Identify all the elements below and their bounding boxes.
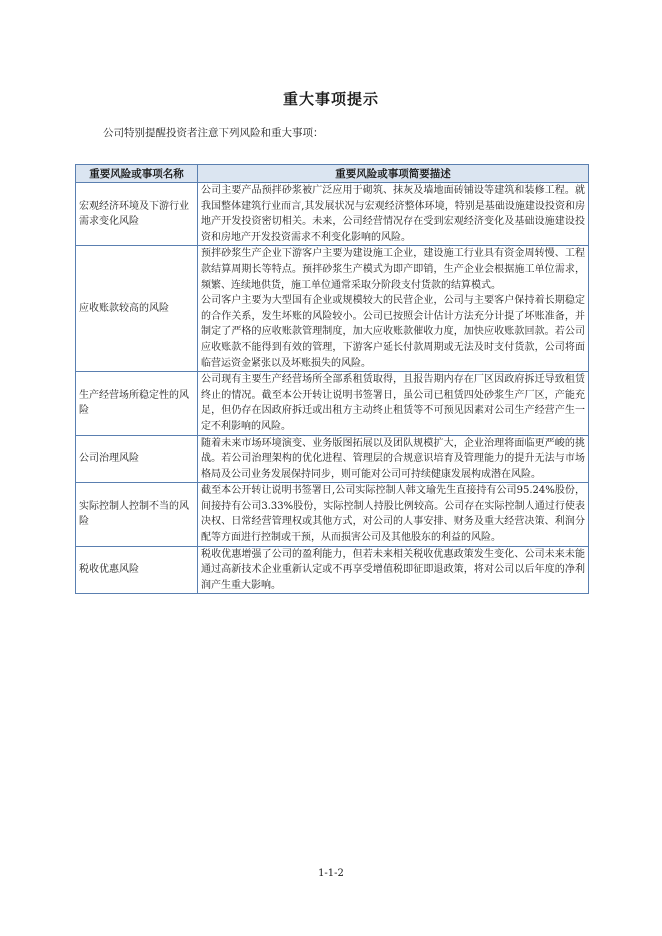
header-risk-name: 重要风险或事项名称 bbox=[76, 165, 198, 183]
table-row bbox=[76, 246, 589, 372]
risk-name: 生产经营场所稳定性的风险 bbox=[76, 372, 198, 435]
table-row bbox=[76, 435, 589, 483]
table-row bbox=[76, 372, 589, 435]
risk-description-paragraph: 税收优惠增强了公司的盈利能力，但若未来相关税收优惠政策发生变化、公司未来未能通过高新技术企业重新认定或不再享受增值税即征即退政策，将对公司以后年度的净利润产生重大影响。 bbox=[201, 548, 585, 591]
risk-name: 实际控制人控制不当的风险 bbox=[76, 483, 198, 546]
risk-description bbox=[198, 435, 589, 483]
risk-description bbox=[198, 372, 589, 435]
table-header-row bbox=[76, 165, 589, 183]
risk-description-paragraph: 公司客户主要为大型国有企业或规模较大的民营企业，公司与主要客户保持着长期稳定的合作关系，发生坏账的风险较小。公司已按照会计估计方法充分计提了坏账准备，并制定了严格的应收账款管理制度，加大应收账款催收力度，加快应收账款回款。若公司应收账款不能得到有效的管理，下游客户延长付款周期或无法及时支付货款，公司将面临营运资金紧张以及坏账损失的风险。 bbox=[201, 295, 585, 369]
intro-text: 公司特别提醒投资者注意下列风险和重大事项： bbox=[103, 127, 324, 139]
risk-description-paragraph: 截至本公开转让说明书签署日,公司实际控制人韩文瑜先生直接持有公司95.24%股份，间接持有公司3.33%股份，实际控制人持股比例较高。公司存在实际控制人通过行使表决权、日常经营管理权或其他方式，对公司的人事安排、财务及重大经营决策、利润分配等方面进行控制或干预，从而损害公司及其他股东的利益的风险。 bbox=[201, 485, 585, 544]
table-row bbox=[76, 483, 589, 546]
risk-name: 公司治理风险 bbox=[76, 435, 198, 483]
risk-description bbox=[198, 183, 589, 246]
risk-name: 宏观经济环境及下游行业需求变化风险 bbox=[76, 183, 198, 246]
page-title: 重大事项提示 bbox=[282, 90, 379, 108]
risk-table bbox=[75, 164, 589, 594]
risk-name: 税收优惠风险 bbox=[76, 546, 198, 594]
risk-description bbox=[198, 246, 589, 372]
page-number: 1-1-2 bbox=[318, 868, 344, 879]
table-row bbox=[76, 546, 589, 594]
risk-description bbox=[198, 483, 589, 546]
risk-description-paragraph: 随着未来市场环境演变、业务版图拓展以及团队规模扩大，企业治理将面临更严峻的挑战。若公司治理架构的优化进程、管理层的合规意识培育及管理能力的提升无法与市场格局及公司业务发展保持同步，则可能对公司可持续健康发展构成潜在风险。 bbox=[201, 437, 585, 480]
header-risk-description: 重要风险或事项简要描述 bbox=[198, 165, 589, 183]
risk-description bbox=[198, 546, 589, 594]
risk-name: 应收账款较高的风险 bbox=[76, 246, 198, 372]
table-row bbox=[76, 183, 589, 246]
risk-description-paragraph: 预拌砂浆生产企业下游客户主要为建设施工企业，建设施工行业具有资金周转慢、工程款结算周期长等特点。预拌砂浆生产模式为即产即销，生产企业会根据施工单位需求，频繁、连续地供货，施工单位通常采取分阶段支付货款的结算模式。 bbox=[201, 248, 585, 291]
risk-description-paragraph: 公司主要产品预拌砂浆被广泛应用于砌筑、抹灰及墙地面砖铺设等建筑和装修工程。就我国整体建筑行业而言,其发展状况与宏观经济整体环境，特别是基础设施建设投资和房地产开发投资密切相关。未来，公司经营情况存在受到宏观经济变化及基础设施建设投资和房地产开发投资需求不利变化影响的风险。 bbox=[201, 185, 585, 243]
risk-description-paragraph: 公司现有主要生产经营场所全部系租赁取得，且报告期内存在厂区因政府拆迁导致租赁终止的情况。截至本公开转让说明书签署日，虽公司已租赁四处砂浆生产厂区，产能充足，但仍存在因政府拆迁或出租方主动终止租赁等不可预见因素对公司生产经营产生一定不利影响的风险。 bbox=[201, 374, 585, 432]
